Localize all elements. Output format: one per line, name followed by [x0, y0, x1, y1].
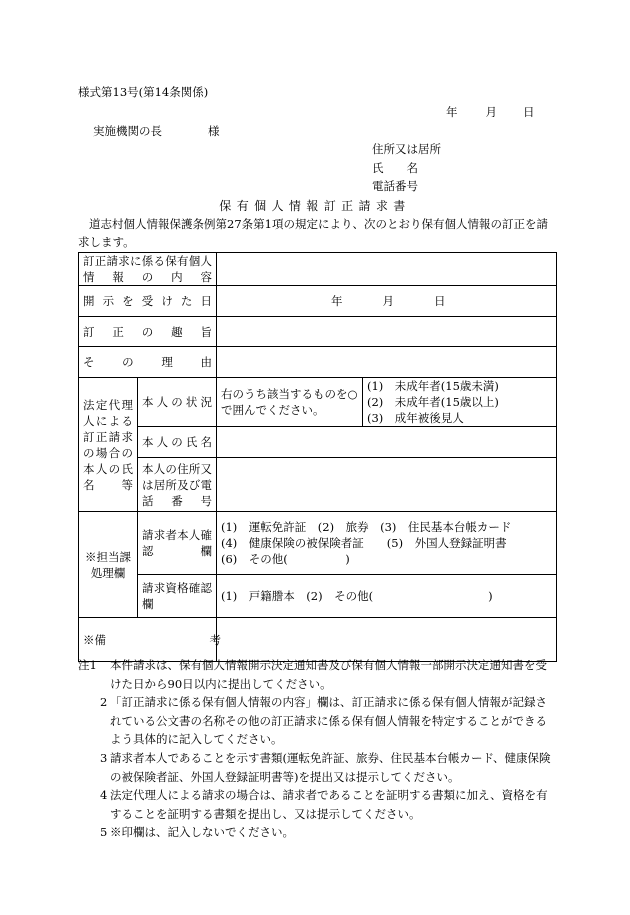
- office-processing-label: ※担当課処理欄: [79, 512, 138, 618]
- agent-status-label: 本人の状況: [138, 378, 217, 427]
- remarks-label: ※備 考: [79, 618, 217, 662]
- row-disclosure-date: [79, 286, 557, 317]
- document-title: 保有個人情報訂正請求書: [219, 199, 411, 213]
- agent-status-option-3[interactable]: (3) 成年被後見人: [367, 411, 464, 425]
- notes-section: [78, 656, 558, 842]
- agent-section-label: 法定代理人による訂正請求の場合の本人の氏名等: [79, 378, 138, 512]
- identity-option-line-3: (6) その他( ): [221, 552, 350, 566]
- date-month-label: 月: [485, 105, 497, 119]
- agent-name-label: 本人の氏名: [138, 427, 217, 458]
- row-info-content: [79, 253, 557, 286]
- agent-address-field[interactable]: [217, 458, 557, 512]
- identity-option-line-1: (1) 運転免許証 (2) 旅券 (3) 住民基本台帳カード: [221, 520, 512, 534]
- note-2: [78, 693, 558, 749]
- row-remarks: [79, 618, 557, 662]
- note-4-number: 4: [100, 788, 108, 803]
- intro-text: [78, 216, 556, 251]
- applicant-phone-label: 電話番号: [372, 179, 418, 194]
- agent-status-options[interactable]: [363, 378, 557, 427]
- row-agent-name: [79, 427, 557, 458]
- row-reason: [79, 347, 557, 378]
- note-2-text: 「訂正請求に係る保有個人情報の内容」欄は、訂正請求に係る保有個人情報が記録されている公文書の名称その他の訂正請求に係る保有個人情報を特定することができるよう具体的に記入してください。: [110, 695, 547, 747]
- agent-name-field[interactable]: [217, 427, 557, 458]
- note-3-text: 請求者本人であることを示す書類(運転免許証、旅券、住民基本台帳カード、健康保険の被保険者証、外国人登録証明書等)を提出又は提示してください。: [110, 750, 551, 784]
- note-5-text: ※印欄は、記入しないでください。: [110, 825, 294, 840]
- form-number: 様式第13号(第14条関係): [78, 85, 209, 99]
- applicant-block: [372, 140, 441, 196]
- note-1-number: 注1: [78, 658, 97, 672]
- identity-check-options[interactable]: [217, 512, 557, 575]
- qualification-check-label: 請求資格確認欄: [138, 575, 217, 618]
- agent-address-label: 本人の住所又は居所及び電話番号: [138, 458, 217, 512]
- row-qualification-check: [79, 575, 557, 618]
- note-3: [78, 749, 558, 786]
- agent-status-option-2[interactable]: (2) 未成年者(15歳以上): [367, 395, 499, 409]
- date-year-label: 年: [446, 105, 458, 119]
- row-agent-status: [79, 378, 557, 427]
- intro-sentence: 道志村個人情報保護条例第27条第1項の規定により、次のとおり保有個人情報の訂正を請求します。: [78, 217, 548, 249]
- qualification-check-options[interactable]: (1) 戸籍謄本 (2) その他( ): [217, 575, 557, 618]
- identity-option-line-2: (4) 健康保険の被保険者証 (5) 外国人登録証明書: [221, 536, 507, 550]
- row-identity-check: [79, 512, 557, 575]
- note-2-number: 2: [100, 695, 108, 710]
- correction-purpose-label: 訂正の趣旨: [79, 317, 217, 347]
- applicant-name-label: 氏 名: [372, 160, 418, 175]
- info-content-field[interactable]: [217, 253, 557, 286]
- date-day-label: 日: [523, 105, 535, 119]
- agent-status-option-1[interactable]: (1) 未成年者(15歳未満): [367, 379, 499, 393]
- identity-check-label: 請求者本人確認欄: [138, 512, 217, 575]
- request-form-table: [78, 252, 557, 662]
- reason-label: その理由: [79, 347, 217, 378]
- note-3-number: 3: [100, 750, 108, 765]
- disclosure-year-label: 年: [331, 294, 343, 308]
- reason-field[interactable]: [217, 347, 557, 378]
- submission-date: [446, 104, 535, 120]
- disclosure-month-label: 月: [382, 294, 394, 308]
- note-5-number: 5: [100, 825, 108, 840]
- remarks-field[interactable]: [217, 618, 557, 662]
- note-1: [78, 656, 558, 693]
- note-5: [78, 823, 558, 842]
- note-4-text: 法定代理人による請求の場合は、請求者であることを証明する書類に加え、資格を有することを証明する書類を提出し、又は提示してください。: [110, 788, 548, 821]
- disclosure-day-label: 日: [434, 294, 446, 308]
- info-content-label: 訂正請求に係る保有個人情報の内容: [79, 253, 217, 286]
- row-agent-address: [79, 458, 557, 512]
- note-4: [78, 786, 558, 823]
- disclosure-date-label: 開示を受けた日: [79, 286, 217, 317]
- note-1-text: 本件請求は、保有個人情報開示決定通知書及び保有個人情報一部開示決定通知書を受けた日から90日以内に提出してください。: [110, 658, 547, 691]
- recipient-line: 実施機関の長 様: [93, 124, 220, 138]
- row-correction-purpose: [79, 317, 557, 347]
- applicant-address-label: 住所又は居所: [372, 142, 441, 156]
- correction-purpose-field[interactable]: [217, 317, 557, 347]
- disclosure-date-field[interactable]: [217, 286, 557, 317]
- agent-status-instruction: 右のうち該当するものを○で囲んでください。: [217, 378, 363, 427]
